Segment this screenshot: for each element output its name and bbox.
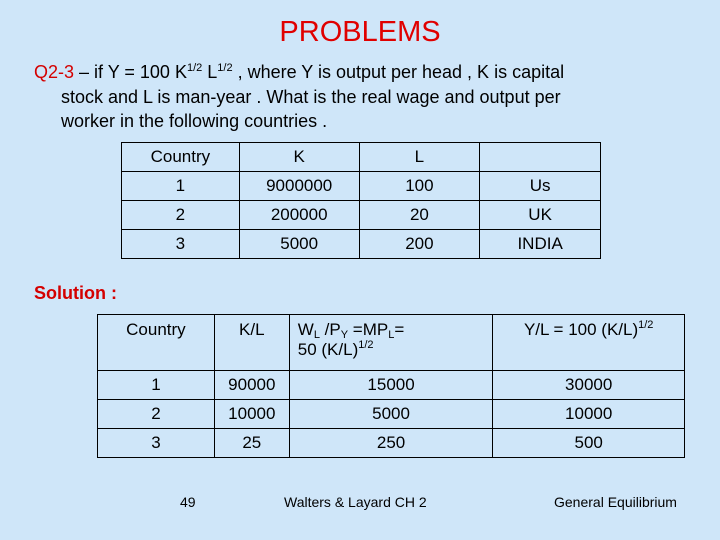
solution-label: Solution : [34,283,117,303]
header-cell-kl: K/L [214,315,289,371]
table-cell: 15000 [289,371,493,400]
table-cell: 30000 [493,371,685,400]
formula-text: W [297,320,314,339]
problem-text: L [202,62,218,82]
table-row [98,429,685,458]
problem-id: Q2-3 [34,62,75,82]
header-cell-country: Country [98,315,215,371]
table-header-row [122,143,601,172]
footer-topic: General Equilibrium [554,494,677,510]
header-cell: L [359,143,480,172]
problem-statement [34,60,674,134]
slide-title: PROBLEMS [279,16,441,48]
table-cell: 250 [289,429,493,458]
exponent: 1/2 [638,319,654,331]
problem-text: , where Y is output per head , K is capital [232,62,565,82]
header-cell: Country [122,143,240,172]
page-number: 49 [180,494,196,510]
exponent: 1/2 [186,62,203,74]
problem-line-1 [34,60,674,85]
table-cell: 3 [98,429,215,458]
table-cell: 200000 [239,201,359,230]
formula-text: Y/L = 100 (K/L) [523,320,639,339]
problem-line-2: stock and L is man-year . What is the real wage and output per [61,86,561,107]
exponent: 1/2 [358,339,374,351]
exponent: 1/2 [217,62,233,74]
table-cell: 2 [122,201,240,230]
header-cell-output [493,315,685,371]
table-cell: 10000 [493,400,685,429]
table-cell: 10000 [214,400,289,429]
table-cell: 90000 [214,371,289,400]
subscript: L [388,329,395,341]
table-row [122,172,601,201]
problem-line-3: worker in the following countries . [61,111,328,131]
table-cell: 9000000 [239,172,359,201]
table-cell: UK [480,201,601,230]
solution-table [97,314,685,458]
header-cell-real-wage [289,315,493,371]
table-row [98,371,685,400]
table-cell: INDIA [480,230,601,259]
table-row [98,400,685,429]
formula-text: 50 (K/L) [297,340,359,359]
table-row [122,230,601,259]
table-cell: 1 [122,172,240,201]
table-cell: 200 [359,230,480,259]
formula-text: /P [319,320,341,339]
table-cell: 5000 [239,230,359,259]
header-cell: K [239,143,359,172]
problem-text: – if Y = 100 K [74,62,187,82]
header-cell [480,143,601,172]
formula-text: =MP [348,320,389,339]
table-cell: 5000 [289,400,493,429]
subscript: Y [340,329,349,341]
table-cell: 1 [98,371,215,400]
table-cell: 3 [122,230,240,259]
footer-source: Walters & Layard CH 2 [284,494,427,510]
table-row [122,201,601,230]
table-cell: 500 [493,429,685,458]
table-cell: 2 [98,400,215,429]
formula-text: = [394,320,405,339]
table-cell: 25 [214,429,289,458]
table-header-row [98,315,685,371]
countries-table [121,142,601,259]
table-cell: 20 [359,201,480,230]
subscript: L [313,329,320,341]
table-cell: 100 [359,172,480,201]
table-cell: Us [480,172,601,201]
